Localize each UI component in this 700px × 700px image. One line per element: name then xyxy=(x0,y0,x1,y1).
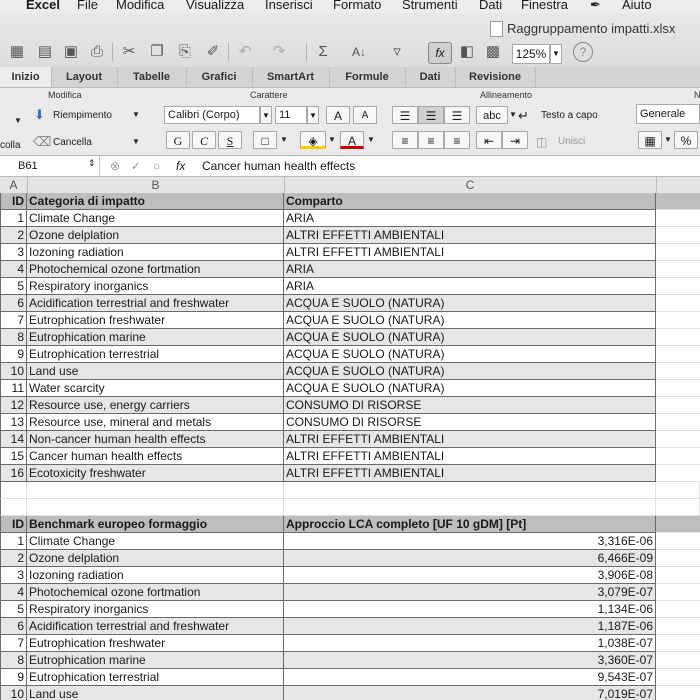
merge-icon: ◫ xyxy=(536,135,548,149)
name-box-stepper-icon[interactable]: ⇕ xyxy=(88,158,96,168)
cell-value[interactable]: ALTRI EFFETTI AMBIENTALI xyxy=(284,227,656,244)
cell-value[interactable]: ACQUA E SUOLO (NATURA) xyxy=(284,329,656,346)
cell-value[interactable]: ALTRI EFFETTI AMBIENTALI xyxy=(284,465,656,482)
format-painter-icon[interactable]: ✐ xyxy=(206,43,220,60)
cell-id[interactable]: 6 xyxy=(0,618,27,635)
cell[interactable] xyxy=(656,601,700,618)
cell-id[interactable]: 1 xyxy=(0,533,27,550)
cell[interactable] xyxy=(656,193,700,210)
empty-cell[interactable] xyxy=(27,482,284,499)
align-bottom-icon[interactable]: ☰ xyxy=(444,106,470,124)
cell[interactable] xyxy=(656,244,700,261)
number-format-field[interactable]: Generale xyxy=(636,104,700,124)
fill-dropdown-icon[interactable]: ▼ xyxy=(132,110,140,119)
empty-cell[interactable] xyxy=(656,482,700,499)
menu-aiuto[interactable]: Aiuto xyxy=(622,0,652,12)
eraser-icon: ⌫ xyxy=(33,134,52,149)
cell-value[interactable]: CONSUMO DI RISORSE xyxy=(284,414,656,431)
cell-value[interactable]: 6,466E-09 xyxy=(284,550,656,567)
group-label-numero: N xyxy=(694,90,700,100)
cell-id[interactable]: 3 xyxy=(0,567,27,584)
group-label-allineamento: Allineamento xyxy=(480,90,533,100)
clear-button[interactable]: Cancella xyxy=(53,137,92,148)
cell-id[interactable]: 4 xyxy=(0,261,27,278)
cell[interactable] xyxy=(656,516,700,533)
font-size-dropdown-icon[interactable]: ▼ xyxy=(307,106,319,124)
tab-layout[interactable]: Layout xyxy=(51,67,118,87)
cell-category[interactable]: Iozoning radiation xyxy=(27,244,284,261)
table2-row xyxy=(0,618,700,635)
cell-value[interactable]: CONSUMO DI RISORSE xyxy=(284,397,656,414)
cell-value[interactable]: 1,134E-06 xyxy=(284,601,656,618)
shrink-font-button[interactable]: A xyxy=(353,106,377,124)
cell-category[interactable]: Photochemical ozone fortmation xyxy=(27,261,284,278)
cell-value[interactable]: ARIA xyxy=(284,210,656,227)
table1-row xyxy=(0,414,700,431)
copy-icon[interactable]: ❐ xyxy=(150,43,164,60)
cell-id[interactable]: 7 xyxy=(0,312,27,329)
cell-id[interactable]: 16 xyxy=(0,465,27,482)
cell[interactable] xyxy=(656,618,700,635)
tab-smartart[interactable]: SmartArt xyxy=(252,67,330,87)
zoom-dropdown-icon[interactable]: ▼ xyxy=(550,44,562,64)
formula-bar xyxy=(0,156,700,177)
zoom-field[interactable]: 125% xyxy=(512,44,550,64)
cell[interactable] xyxy=(656,550,700,567)
cell[interactable] xyxy=(656,652,700,669)
table2-header-row xyxy=(0,516,700,533)
cell-category[interactable]: Photochemical ozone fortmation xyxy=(27,584,284,601)
table1-row xyxy=(0,465,700,482)
cell[interactable] xyxy=(656,431,700,448)
empty-cell[interactable] xyxy=(0,499,27,516)
cell-id[interactable]: 3 xyxy=(0,244,27,261)
standard-toolbar xyxy=(0,13,700,67)
empty-cell[interactable] xyxy=(27,499,284,516)
menu-strumenti[interactable]: Strumenti xyxy=(402,0,458,12)
number-format-icon[interactable]: ▦ xyxy=(638,131,662,149)
cell-id[interactable]: 2 xyxy=(0,550,27,567)
cell[interactable] xyxy=(656,210,700,227)
table1-row xyxy=(0,244,700,261)
blank-row xyxy=(0,482,700,499)
new-workbook-icon[interactable]: ▤ xyxy=(37,43,53,60)
table2-row xyxy=(0,652,700,669)
menu-inserisci[interactable]: Inserisci xyxy=(265,0,313,12)
blank-row xyxy=(0,499,700,516)
fill-button[interactable]: Riempimento xyxy=(53,110,112,121)
empty-cell[interactable] xyxy=(0,482,27,499)
cell-value[interactable]: ALTRI EFFETTI AMBIENTALI xyxy=(284,244,656,261)
menu-modifica[interactable]: Modifica xyxy=(116,0,165,12)
table1-row xyxy=(0,380,700,397)
align-left-icon[interactable]: ≡ xyxy=(392,131,418,149)
fill-down-icon: ⬇ xyxy=(34,107,45,122)
font-color-dropdown-icon[interactable]: ▼ xyxy=(367,135,375,144)
cell-category[interactable]: Eutrophication terrestrial xyxy=(27,346,284,363)
script-icon[interactable]: ✒ xyxy=(590,0,601,12)
tab-revisione[interactable]: Revisione xyxy=(455,67,536,87)
cell-category[interactable]: Resource use, mineral and metals xyxy=(27,414,284,431)
fx-label: fx xyxy=(176,159,186,173)
autosum-icon[interactable]: Σ xyxy=(318,43,328,60)
header-cell-value[interactable]: Approccio LCA completo [UF 10 gDM] [Pt] xyxy=(284,516,656,533)
cell[interactable] xyxy=(656,584,700,601)
window-title: Raggruppamento impatti.xlsx xyxy=(507,21,676,36)
italic-button[interactable]: C xyxy=(192,131,216,149)
name-box[interactable]: B61 xyxy=(0,156,100,176)
cell-category[interactable]: Acidification terrestrial and freshwater xyxy=(27,618,284,635)
formula-builder-icon[interactable]: fx xyxy=(428,42,452,64)
filter-icon[interactable]: ▿ xyxy=(393,43,401,60)
cell-value[interactable]: 3,079E-07 xyxy=(284,584,656,601)
confirm-icon[interactable]: ✓ xyxy=(131,159,142,173)
group-label-modifica: Modifica xyxy=(48,90,82,100)
gallery-icon[interactable]: ◧ xyxy=(459,43,475,60)
table2-row xyxy=(0,686,700,700)
cut-icon[interactable]: ✂ xyxy=(122,43,136,60)
cell-id[interactable]: 15 xyxy=(0,448,27,465)
font-size-field[interactable]: 11 xyxy=(275,106,307,124)
cell-id[interactable]: 5 xyxy=(0,278,27,295)
table2-row xyxy=(0,601,700,618)
cell[interactable] xyxy=(656,448,700,465)
cell-category[interactable]: Eutrophication freshwater xyxy=(27,635,284,652)
toolbox-icon[interactable]: ▩ xyxy=(485,43,501,60)
table1-row xyxy=(0,448,700,465)
cell[interactable] xyxy=(656,312,700,329)
redo-icon[interactable]: ↷ xyxy=(272,43,286,60)
cell-category[interactable]: Climate Change xyxy=(27,210,284,227)
table1-row xyxy=(0,210,700,227)
menu-visualizza[interactable]: Visualizza xyxy=(186,0,245,12)
cell-id[interactable]: 13 xyxy=(0,414,27,431)
decrease-indent-icon[interactable]: ⇤ xyxy=(476,131,502,149)
formula-content[interactable]: Cancer human health effects xyxy=(202,159,356,173)
cell-category[interactable]: Ecotoxicity freshwater xyxy=(27,465,284,482)
column-header-c[interactable]: C xyxy=(284,177,657,193)
cell-category[interactable]: Ozone delplation xyxy=(27,227,284,244)
ribbon-tabs xyxy=(0,67,700,88)
table2-row xyxy=(0,635,700,652)
cell-value[interactable]: 3,360E-07 xyxy=(284,652,656,669)
cell[interactable] xyxy=(656,329,700,346)
text-orientation-dropdown-icon[interactable]: ▼ xyxy=(509,110,517,119)
tab-formule[interactable]: Formule xyxy=(329,67,406,87)
cell-id[interactable]: 8 xyxy=(0,652,27,669)
cell-value[interactable]: 9,543E-07 xyxy=(284,669,656,686)
align-top-icon[interactable]: ☰ xyxy=(392,106,418,124)
cell-category[interactable]: Respiratory inorganics xyxy=(27,278,284,295)
table1-row xyxy=(0,295,700,312)
cell[interactable] xyxy=(656,380,700,397)
table1-row xyxy=(0,363,700,380)
paste-button-label[interactable]: colla xyxy=(0,140,21,151)
menu-formato[interactable]: Formato xyxy=(333,0,382,12)
cell-id[interactable]: 4 xyxy=(0,584,27,601)
align-middle-icon[interactable]: ☰ xyxy=(418,106,444,124)
cell-id[interactable]: 11 xyxy=(0,380,27,397)
document-icon xyxy=(490,21,503,37)
cell-value[interactable]: 3,316E-06 xyxy=(284,533,656,550)
cancel-icon[interactable]: ⊗ xyxy=(110,159,121,173)
tab-tabelle[interactable]: Tabelle xyxy=(117,67,187,87)
cell[interactable] xyxy=(656,261,700,278)
cell[interactable] xyxy=(656,465,700,482)
ribbon-home xyxy=(0,88,700,156)
merge-button[interactable]: Unisci xyxy=(558,136,586,147)
header-cell-value[interactable]: Comparto xyxy=(284,193,656,210)
table2-row xyxy=(0,533,700,550)
cell-value[interactable]: ACQUA E SUOLO (NATURA) xyxy=(284,295,656,312)
print-icon[interactable]: ⎙ xyxy=(90,43,103,60)
column-header-b[interactable]: B xyxy=(27,177,285,193)
cell-value[interactable]: 1,038E-07 xyxy=(284,635,656,652)
cell-value[interactable]: 7,019E-07 xyxy=(284,686,656,700)
text-orientation-button[interactable]: abc xyxy=(476,106,508,124)
cell[interactable] xyxy=(656,686,700,700)
table1-row xyxy=(0,227,700,244)
cell-id[interactable]: 1 xyxy=(0,210,27,227)
paste-icon[interactable]: ⎘ xyxy=(178,43,191,60)
cell-category[interactable]: Eutrophication marine xyxy=(27,329,284,346)
cell-value[interactable]: ALTRI EFFETTI AMBIENTALI xyxy=(284,448,656,465)
cell-value[interactable]: ARIA xyxy=(284,278,656,295)
table1-row xyxy=(0,329,700,346)
menu-finestra[interactable]: Finestra xyxy=(521,0,568,12)
mac-menu-bar xyxy=(0,0,700,13)
cell-value[interactable]: 3,906E-08 xyxy=(284,567,656,584)
cell-category[interactable]: Land use xyxy=(27,363,284,380)
cell[interactable] xyxy=(656,227,700,244)
paste-dropdown-icon[interactable]: ▼ xyxy=(14,116,22,125)
cell-id[interactable]: 5 xyxy=(0,601,27,618)
fill-color-icon[interactable]: ◈ xyxy=(300,131,326,149)
cell-id[interactable]: 9 xyxy=(0,669,27,686)
cell[interactable] xyxy=(656,346,700,363)
increase-indent-icon[interactable]: ⇥ xyxy=(502,131,528,149)
menu-app-name[interactable]: Excel xyxy=(26,0,60,12)
cell-category[interactable]: Resource use, energy carriers xyxy=(27,397,284,414)
grow-font-button[interactable]: A xyxy=(326,106,350,124)
cell-category[interactable]: Climate Change xyxy=(27,533,284,550)
percent-button[interactable]: % xyxy=(674,131,698,149)
font-color-button[interactable]: A xyxy=(340,131,364,149)
cell[interactable] xyxy=(656,533,700,550)
tab-dati[interactable]: Dati xyxy=(405,67,456,87)
table1-row xyxy=(0,346,700,363)
cell-id[interactable]: 14 xyxy=(0,431,27,448)
table1-row xyxy=(0,312,700,329)
undo-icon[interactable]: ↶ xyxy=(238,43,252,60)
cell-id[interactable]: 9 xyxy=(0,346,27,363)
cell-category[interactable]: Eutrophication freshwater xyxy=(27,312,284,329)
table1-row xyxy=(0,431,700,448)
column-header-a[interactable]: A xyxy=(0,177,28,193)
underline-button[interactable]: S xyxy=(218,131,242,149)
cell-id[interactable]: 7 xyxy=(0,635,27,652)
function-circle-icon[interactable]: ○ xyxy=(153,159,161,173)
empty-cell[interactable] xyxy=(284,482,656,499)
cell-category[interactable]: Eutrophication terrestrial xyxy=(27,669,284,686)
spreadsheet-grid xyxy=(0,193,700,700)
align-center-icon[interactable]: ≡ xyxy=(418,131,444,149)
empty-cell[interactable] xyxy=(656,499,700,516)
menu-file[interactable]: File xyxy=(77,0,98,12)
cell[interactable] xyxy=(656,295,700,312)
cell-value[interactable]: ACQUA E SUOLO (NATURA) xyxy=(284,346,656,363)
cell-id[interactable]: 6 xyxy=(0,295,27,312)
cell-category[interactable]: Ozone delplation xyxy=(27,550,284,567)
wrap-text-button[interactable]: Testo a capo xyxy=(541,110,598,121)
cell-category[interactable]: Eutrophication marine xyxy=(27,652,284,669)
cell-id[interactable]: 2 xyxy=(0,227,27,244)
cell-category[interactable]: Iozoning radiation xyxy=(27,567,284,584)
table2-row xyxy=(0,669,700,686)
grid-icon[interactable]: ▦ xyxy=(9,43,25,60)
cell-category[interactable]: Water scarcity xyxy=(27,380,284,397)
cell-category[interactable]: Acidification terrestrial and freshwater xyxy=(27,295,284,312)
cell-category[interactable]: Respiratory inorganics xyxy=(27,601,284,618)
cell-category[interactable]: Cancer human health effects xyxy=(27,448,284,465)
table1-row xyxy=(0,397,700,414)
cell[interactable] xyxy=(656,635,700,652)
sort-icon[interactable]: A↓ xyxy=(351,45,366,59)
borders-dropdown-icon[interactable]: ▼ xyxy=(280,135,288,144)
table2-row xyxy=(0,550,700,567)
cell-category[interactable]: Land use xyxy=(27,686,284,700)
cell-value[interactable]: 1,187E-06 xyxy=(284,618,656,635)
empty-cell[interactable] xyxy=(284,499,656,516)
cell-value[interactable]: ACQUA E SUOLO (NATURA) xyxy=(284,363,656,380)
number-format-dropdown-icon[interactable]: ▼ xyxy=(664,135,672,144)
cell-id[interactable]: 10 xyxy=(0,686,27,700)
clear-dropdown-icon[interactable]: ▼ xyxy=(132,137,140,146)
header-cell-category[interactable]: Benchmark europeo formaggio xyxy=(27,516,284,533)
cell[interactable] xyxy=(656,397,700,414)
cell[interactable] xyxy=(656,669,700,686)
cell-id[interactable]: 8 xyxy=(0,329,27,346)
cell[interactable] xyxy=(656,363,700,380)
tab-inizio[interactable]: Inizio xyxy=(0,67,52,87)
tab-grafici[interactable]: Grafici xyxy=(186,67,253,87)
header-cell-id[interactable]: ID xyxy=(0,193,27,210)
header-cell-category[interactable]: Categoria di impatto xyxy=(27,193,284,210)
header-cell-id[interactable]: ID xyxy=(0,516,27,533)
wrap-text-icon: ↵ xyxy=(518,108,529,123)
save-icon[interactable]: ▣ xyxy=(63,43,79,60)
group-label-carattere: Carattere xyxy=(250,90,288,100)
column-headers xyxy=(0,177,700,194)
cell[interactable] xyxy=(656,567,700,584)
align-right-icon[interactable]: ≡ xyxy=(444,131,470,149)
menu-dati[interactable]: Dati xyxy=(479,0,503,12)
cell-value[interactable]: ALTRI EFFETTI AMBIENTALI xyxy=(284,431,656,448)
cell-category[interactable]: Non-cancer human health effects xyxy=(27,431,284,448)
table1-row xyxy=(0,261,700,278)
cell-value[interactable]: ACQUA E SUOLO (NATURA) xyxy=(284,312,656,329)
help-icon[interactable]: ? xyxy=(573,42,593,62)
cell[interactable] xyxy=(656,414,700,431)
font-name-dropdown-icon[interactable]: ▼ xyxy=(260,106,272,124)
table2-row xyxy=(0,584,700,601)
bold-button[interactable]: G xyxy=(166,131,190,149)
cell-id[interactable]: 10 xyxy=(0,363,27,380)
font-name-field[interactable]: Calibri (Corpo) xyxy=(164,106,260,124)
fill-color-dropdown-icon[interactable]: ▼ xyxy=(328,135,336,144)
cell-id[interactable]: 12 xyxy=(0,397,27,414)
cell-value[interactable]: ACQUA E SUOLO (NATURA) xyxy=(284,380,656,397)
cell-value[interactable]: ARIA xyxy=(284,261,656,278)
table1-header-row xyxy=(0,193,700,210)
cell[interactable] xyxy=(656,278,700,295)
table1-row xyxy=(0,278,700,295)
table2-row xyxy=(0,567,700,584)
borders-icon[interactable]: □ xyxy=(253,131,277,149)
